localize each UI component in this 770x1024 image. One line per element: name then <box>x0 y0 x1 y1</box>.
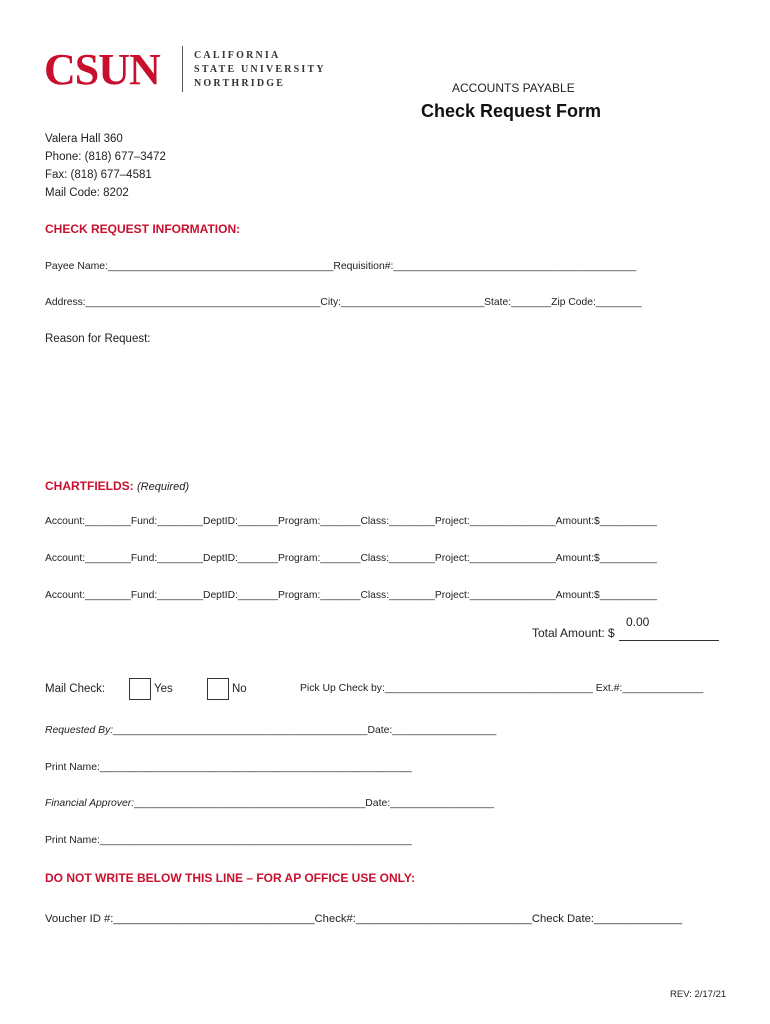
requested-by-line[interactable]: ____________________________________________Date:__________________ <box>113 725 497 736</box>
mail-check-yes-label: Yes <box>154 683 173 695</box>
logo-line-state-university: STATE UNIVERSITY <box>194 64 326 75</box>
chartfield-row-2[interactable]: Account:________Fund:________DeptID:_______Program:_______Class:________Project:_______________Amount:$__________ <box>45 553 658 564</box>
total-amount-line[interactable] <box>619 626 719 641</box>
chartfields-heading-group <box>45 479 189 493</box>
office-use-heading: DO NOT WRITE BELOW THIS LINE – FOR AP OFFICE USE ONLY: <box>45 871 416 885</box>
financial-approver-row[interactable] <box>45 798 494 809</box>
logo-line-northridge: NORTHRIDGE <box>194 78 286 89</box>
requested-by-label: Requested By: <box>45 725 114 736</box>
contact-fax: Fax: (818) 677–4581 <box>45 169 152 181</box>
print-name-field-1[interactable]: Print Name:______________________________________________________ <box>45 762 412 773</box>
reason-for-request-field[interactable]: Reason for Request: <box>45 333 151 345</box>
logo-line-california: CALIFORNIA <box>194 50 281 61</box>
chartfield-row-1[interactable]: Account:________Fund:________DeptID:_______Program:_______Class:________Project:_______________Amount:$__________ <box>45 516 658 527</box>
address-field[interactable]: Address:_________________________________________City:_________________________State:_______Zip Code:________ <box>45 297 642 308</box>
chartfields-heading: CHARTFIELDS: <box>45 479 134 493</box>
check-request-heading: CHECK REQUEST INFORMATION: <box>45 222 241 236</box>
contact-mail-code: Mail Code: 8202 <box>45 187 129 199</box>
revision-label: REV: 2/17/21 <box>670 989 727 1000</box>
logo-divider <box>182 46 183 92</box>
payee-requisition-field[interactable]: Payee Name:_______________________________________Requisition#:__________________________________________ <box>45 261 637 272</box>
contact-phone: Phone: (818) 677–3472 <box>45 151 166 163</box>
chartfields-required-note: (Required) <box>137 481 189 493</box>
requested-by-row[interactable] <box>45 725 496 736</box>
financial-approver-label: Financial Approver: <box>45 798 135 809</box>
pickup-check-field[interactable]: Pick Up Check by:____________________________________ Ext.#:______________ <box>300 683 704 694</box>
print-name-field-2[interactable]: Print Name:______________________________________________________ <box>45 835 412 846</box>
financial-approver-line[interactable]: ________________________________________Date:__________________ <box>134 798 495 809</box>
mail-check-yes-checkbox[interactable] <box>129 678 151 700</box>
mail-check-no-label: No <box>232 683 247 695</box>
mail-check-label: Mail Check: <box>45 683 106 695</box>
total-amount-value: 0.00 <box>626 615 650 629</box>
csun-logo-wordmark: CSUN <box>44 45 160 94</box>
voucher-check-row[interactable]: Voucher ID #:________________________________Check#:____________________________Check Date:______________ <box>45 913 682 925</box>
form-title: Check Request Form <box>421 101 602 121</box>
department-label: ACCOUNTS PAYABLE <box>452 81 575 95</box>
mail-check-no-checkbox[interactable] <box>207 678 229 700</box>
total-amount-label: Total Amount: $ <box>532 626 615 640</box>
chartfield-row-3[interactable]: Account:________Fund:________DeptID:_______Program:_______Class:________Project:_______________Amount:$__________ <box>45 590 658 601</box>
contact-location: Valera Hall 360 <box>45 133 123 145</box>
